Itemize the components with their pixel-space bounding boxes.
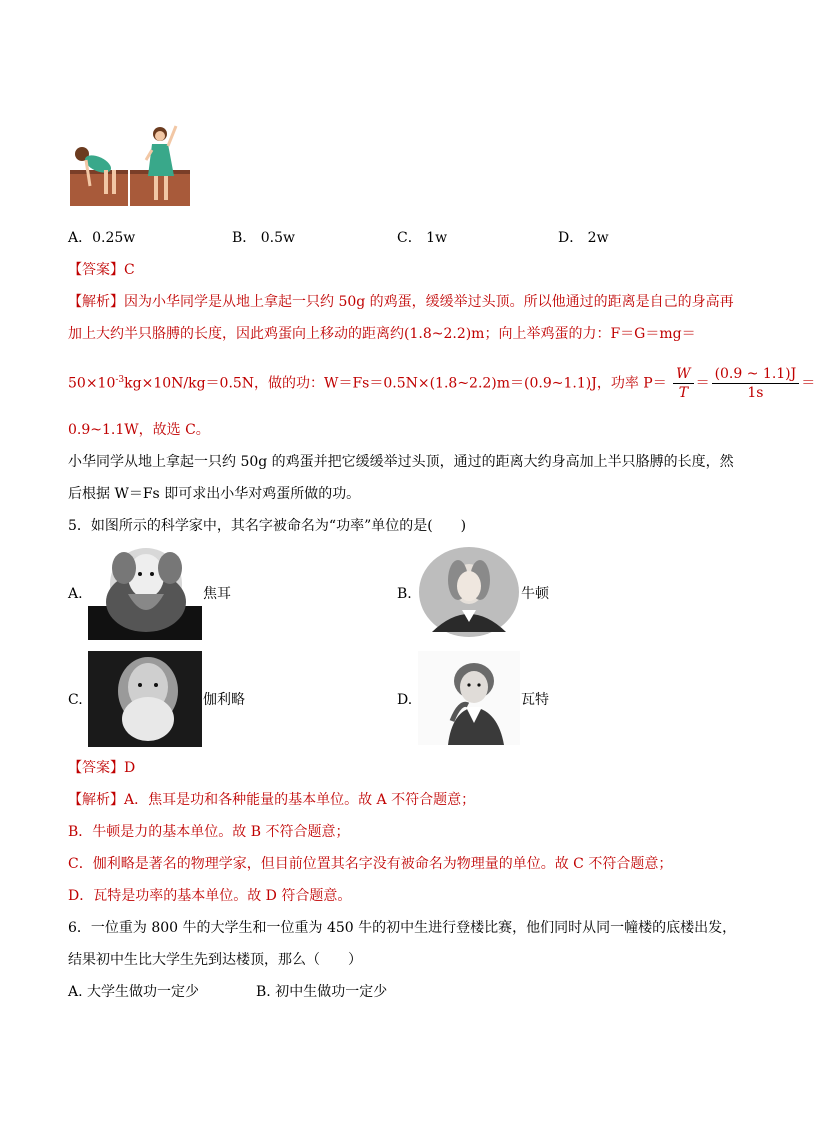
q4-analysis-line-4: 0.9~1.1W，故选 C。 <box>68 422 210 438</box>
portrait-newton <box>418 546 520 638</box>
q4-option-b: B． 0.5w <box>232 230 295 246</box>
fraction-work-over-time <box>712 365 800 402</box>
q5-option-a-name: 焦耳 <box>203 586 231 602</box>
q5-option-c-name: 伽利略 <box>203 692 245 708</box>
q5-option-b-letter: B. <box>397 586 412 602</box>
q4-option-d: D． 2w <box>558 230 609 246</box>
q5-option-c-letter: C. <box>68 692 83 708</box>
answer-label: 【答案】 <box>68 262 124 278</box>
answer-label: 【答案】 <box>68 760 124 776</box>
q6-option-a: A. 大学生做功一定少 <box>68 984 200 1000</box>
analysis-text: A．焦耳是功和各种能量的基本单位。故 A 不符合题意； <box>124 792 476 808</box>
portrait-watt <box>418 651 520 745</box>
analysis-label: 【解析】 <box>68 294 124 310</box>
q5-analysis-a <box>68 790 475 810</box>
fraction-w-over-t <box>673 365 693 402</box>
q4-option-a: A．0.25w <box>68 230 136 246</box>
analysis-text-a: 50×10 <box>68 375 116 392</box>
q5-option-b-name: 牛顿 <box>521 586 549 602</box>
q4-analysis-line-3 <box>68 360 815 404</box>
q5-analysis-b: B．牛顿是力的基本单位。故 B 不符合题意； <box>68 824 350 840</box>
analysis-text-b: kg×10N/kg＝0.5N，做的功：W＝Fs＝0.5N×(1.8~2.2)m＝(0.9~1.1)J，功率 P＝ <box>124 375 667 392</box>
analysis-label: 【解析】 <box>68 792 124 808</box>
q5-answer <box>68 758 135 778</box>
q4-analysis-line-1 <box>68 292 734 312</box>
analysis-text: 因为小华同学是从地上拿起一只约 50g 的鸡蛋，缓缓举过头顶。所以他通过的距离是自己的身高再 <box>124 294 734 310</box>
exponent: -3 <box>115 375 125 385</box>
q5-option-d-letter: D. <box>397 692 413 708</box>
q4-answer <box>68 260 135 280</box>
q4-summary-line-2: 后根据 W＝Fs 即可求出小华对鸡蛋所做的功。 <box>68 486 361 502</box>
q5-analysis-d: D．瓦特是功率的基本单位。故 D 符合题意。 <box>68 888 352 904</box>
frac-num: W <box>673 365 693 384</box>
q5-question: 5．如图所示的科学家中，其名字被命名为“功率”单位的是( ) <box>68 518 467 534</box>
q6-option-b: B. 初中生做功一定少 <box>256 984 388 1000</box>
q5-option-d-name: 瓦特 <box>521 692 549 708</box>
q4-illustration <box>68 120 208 212</box>
q4-summary-line-1: 小华同学从地上拿起一只约 50g 的鸡蛋并把它缓缓举过头顶，通过的距离大约身高加上半只胳膊的长度，然 <box>68 454 734 470</box>
q6-question-line-2: 结果初中生比大学生先到达楼顶，那么（ ） <box>68 952 362 968</box>
q5-analysis-c: C．伽利略是著名的物理学家，但目前位置其名字没有被命名为物理量的单位。故 C 不符合题意； <box>68 856 673 872</box>
frac-num: (0.9 ~ 1.1)J <box>712 365 800 384</box>
equals: ＝ <box>801 375 815 392</box>
portrait-joule <box>88 546 202 640</box>
q4-option-c: C． 1w <box>397 230 448 246</box>
q5-option-a-letter: A. <box>68 586 83 602</box>
frac-den: 1s <box>747 385 764 402</box>
q6-question-line-1: 6．一位重为 800 牛的大学生和一位重为 450 牛的初中生进行登楼比赛，他们同时从同一幢楼的底楼出发， <box>68 920 737 936</box>
answer-value: D <box>124 760 136 776</box>
portrait-galileo <box>88 651 202 747</box>
frac-den: T <box>678 385 689 402</box>
q4-analysis-line-2: 加上大约半只胳膊的长度，因此鸡蛋向上移动的距离约(1.8~2.2)m；向上举鸡蛋的力：F＝G＝mg＝ <box>68 326 696 342</box>
equals: ＝ <box>695 375 710 392</box>
answer-value: C <box>124 262 135 278</box>
